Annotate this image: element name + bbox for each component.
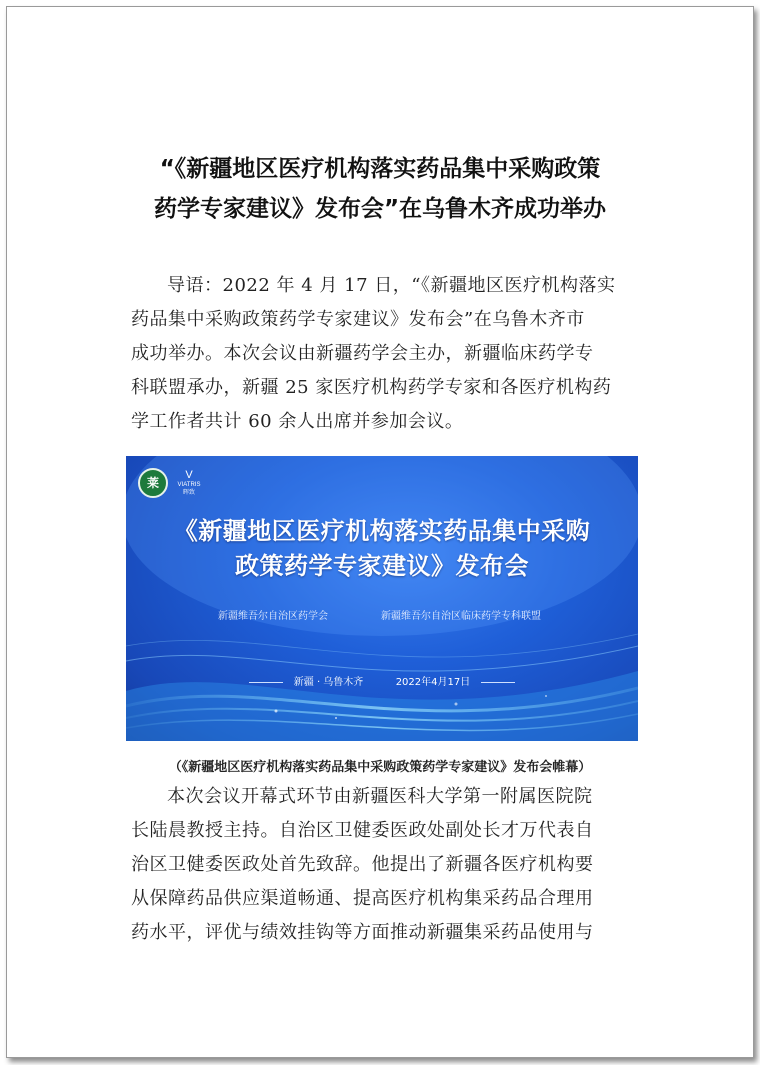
lead-line-5: 学工作者共计 60 余人出席并参加会议。	[131, 411, 464, 432]
right-divider	[481, 682, 515, 683]
banner-title-line-2: 政策药学专家建议》发布会	[235, 552, 529, 580]
image-caption: （《新疆地区医疗机构落实药品集中采购政策药学专家建议》发布会帷幕）	[168, 760, 592, 775]
left-divider	[249, 682, 283, 683]
page-title	[7, 149, 753, 229]
banner-title-line-1: 《新疆地区医疗机构落实药品集中采购	[173, 517, 591, 545]
conference-banner-photo	[126, 456, 638, 741]
banner-title	[126, 514, 638, 584]
title-line-2: 药学专家建议》发布会”在乌鲁木齐成功举办	[153, 196, 607, 222]
event-date: 2022年4月17日	[395, 677, 471, 688]
organizer-name: 新疆维吾尔自治区药学会	[218, 611, 328, 622]
body-line-2: 长陆晨教授主持。自治区卫健委医政处副处长才万代表自	[131, 820, 594, 841]
viatris-logo-sub: 晖致	[182, 490, 195, 496]
lead-line-2: 药品集中采购政策药学专家建议》发布会”在乌鲁木齐市	[131, 309, 585, 330]
body-line-5: 药水平，评优与绩效挂钩等方面推动新疆集采药品使用与	[131, 922, 594, 943]
lead-line-3: 成功举办。本次会议由新疆药学会主办，新疆临床药学专	[131, 343, 594, 364]
body-paragraph	[131, 780, 647, 950]
venue-location: 新疆 · 乌鲁木齐	[293, 677, 364, 688]
co-organizer-name: 新疆维吾尔自治区临床药学专科联盟	[381, 611, 541, 622]
document-page	[6, 6, 754, 1058]
lead-line-4: 科联盟承办，新疆 25 家医疗机构药学专家和各医疗机构药	[131, 377, 612, 398]
body-line-3: 治区卫健委医政处首先致辞。他提出了新疆各医疗机构要	[131, 854, 594, 875]
venue-date-line	[126, 673, 638, 688]
title-line-1: “《新疆地区医疗机构落实药品集中采购政策	[159, 156, 601, 182]
lead-line-1: 导语：2022 年 4 月 17 日，“《新疆地区医疗机构落实	[167, 275, 616, 296]
viatris-logo-name: VIATRIS	[177, 482, 201, 488]
body-line-1: 本次会议开幕式环节由新疆医科大学第一附属医院院	[167, 786, 593, 807]
viatris-logo-mark: V	[185, 469, 193, 481]
pharmacy-association-logo: 莱	[138, 468, 168, 498]
viatris-logo	[174, 470, 204, 497]
banner-wave-decoration	[126, 456, 638, 741]
lead-paragraph	[131, 269, 647, 439]
body-line-4: 从保障药品供应渠道畅通、提高医疗机构集采药品合理用	[131, 888, 594, 909]
